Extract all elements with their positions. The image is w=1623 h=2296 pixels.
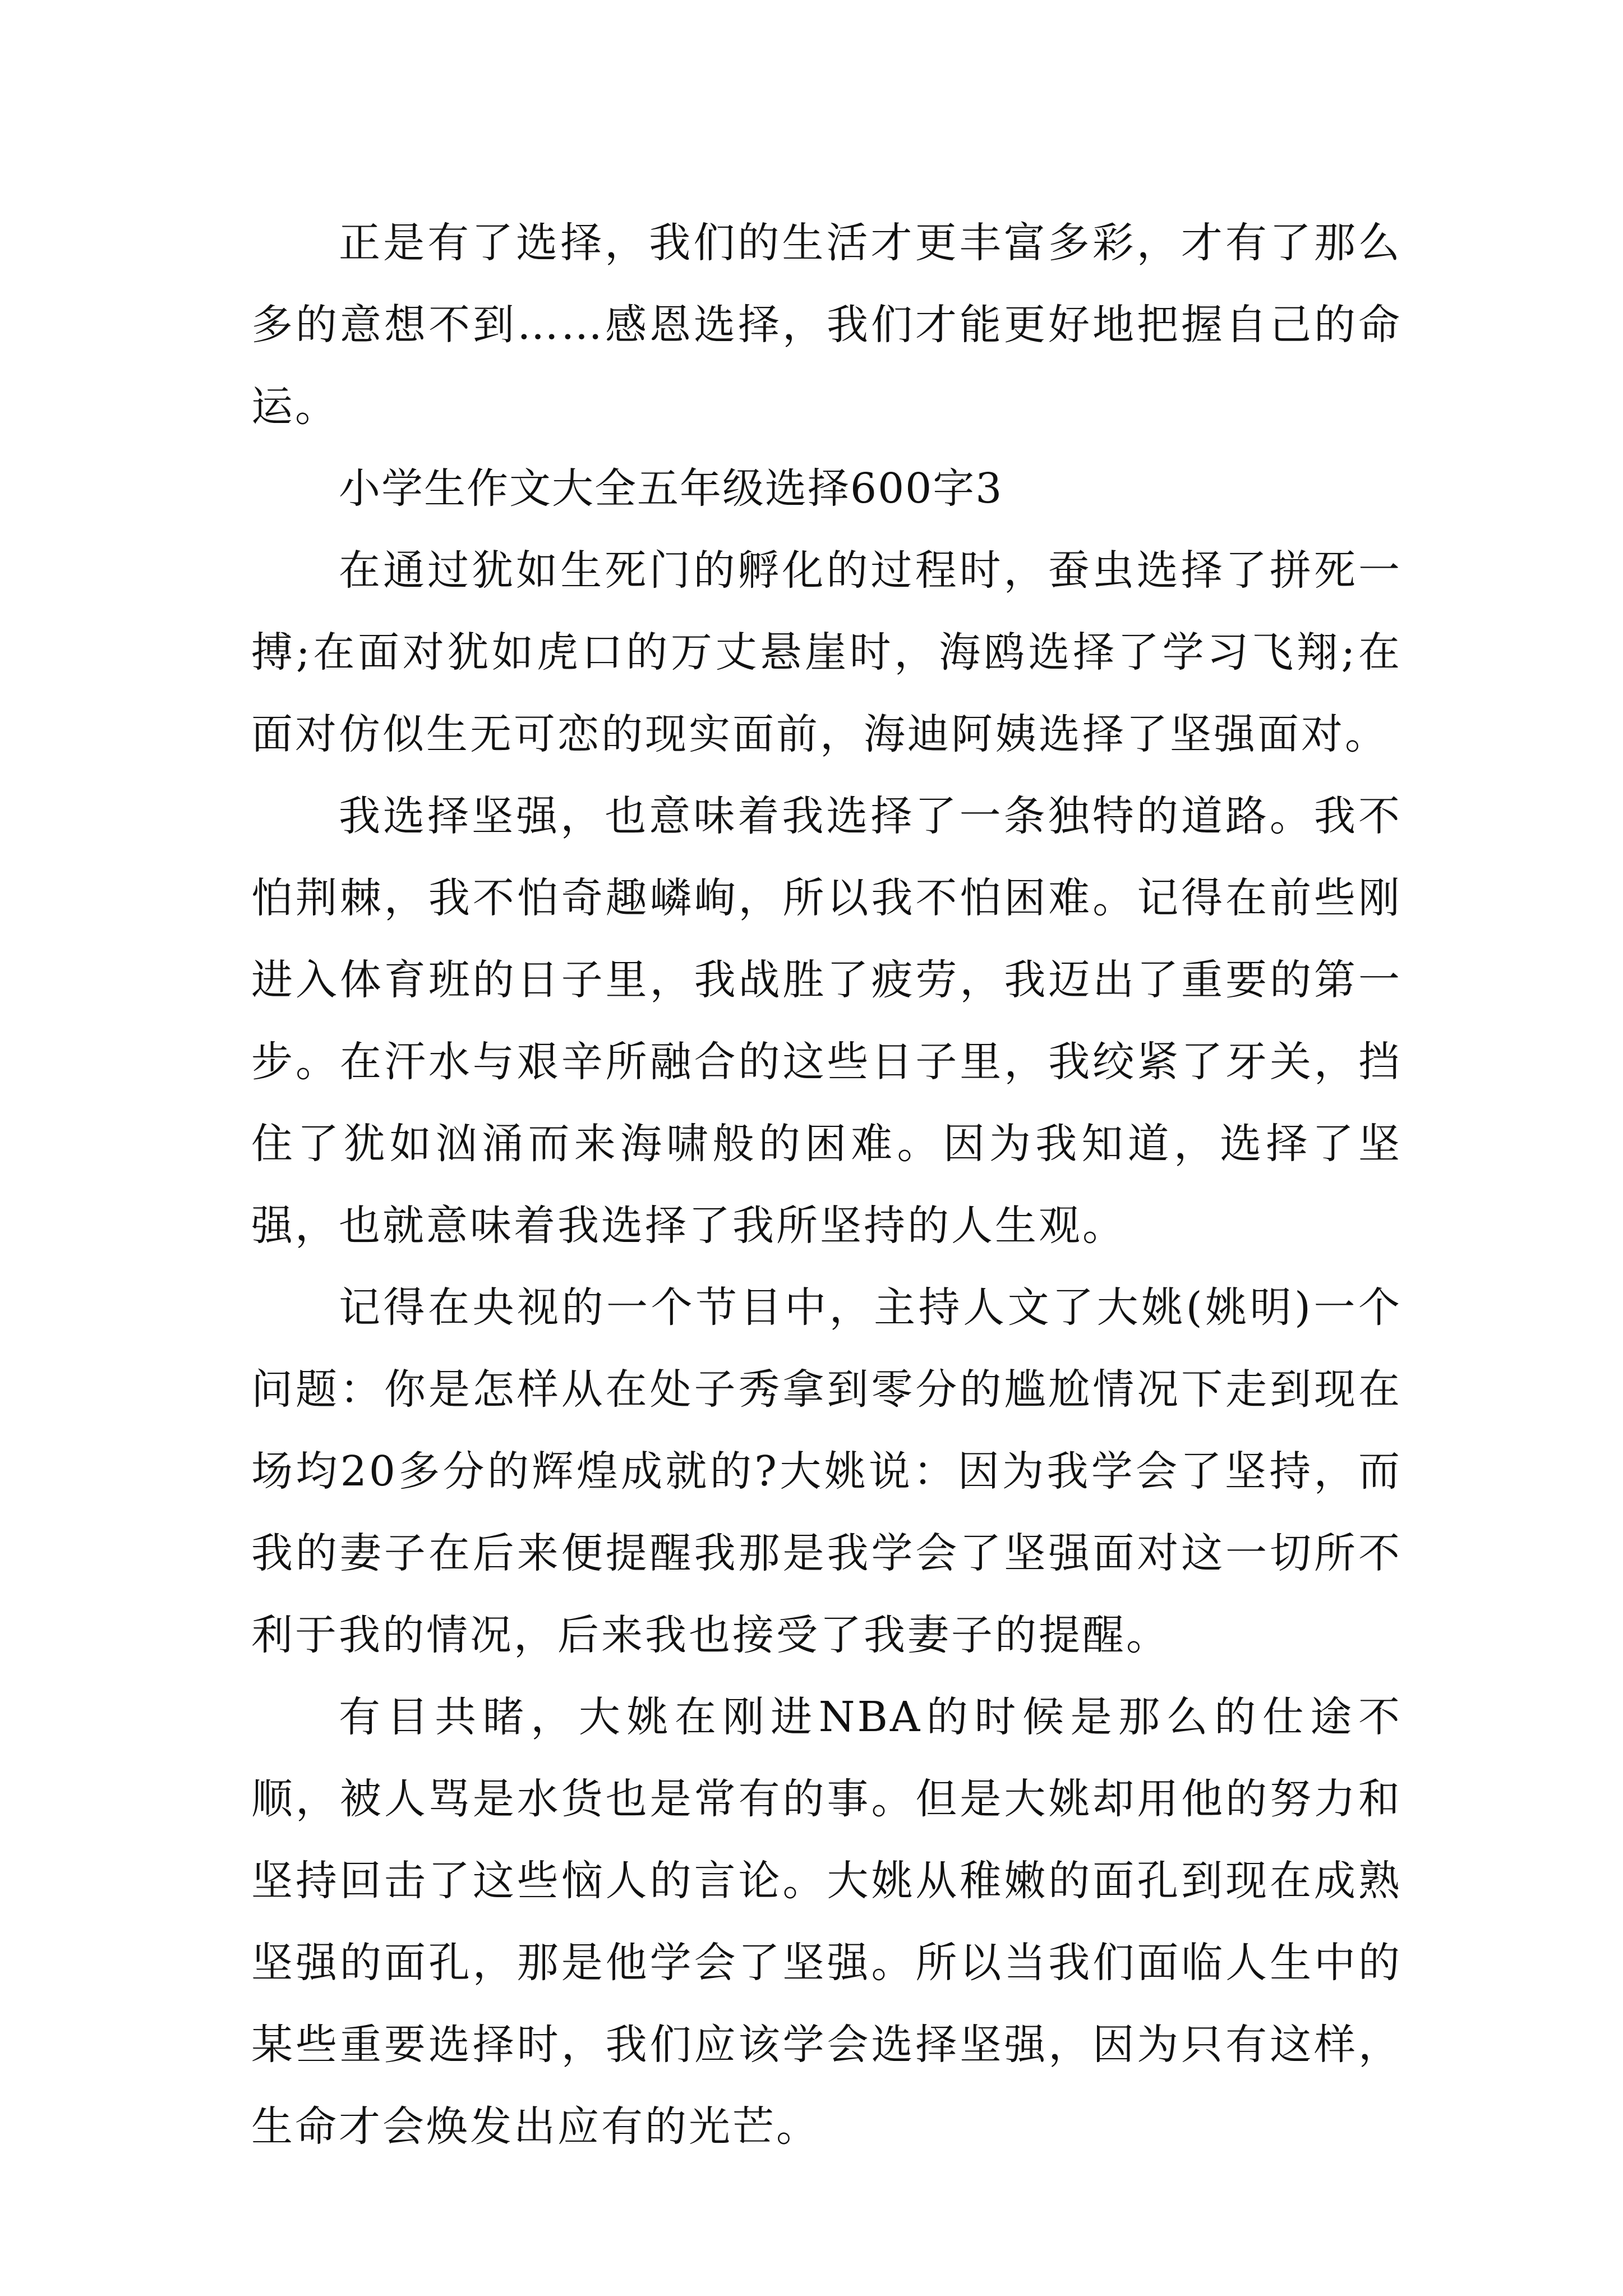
section-heading: 小学生作文大全五年级选择600字3 [339, 464, 1003, 513]
paragraph-4: 记得在央视的一个节目中，主持人文了大姚(姚明)一个问题：你是怎样从在处子秀拿到零分的尴尬情况下走到现在场均20多分的辉煌成就的?大姚说：因为我学会了坚持，而我的妻子在后来便提醒我那是我学会了坚强面对这一切所不利于我的情况，后来我也接受了我妻子的提醒。 [251, 1283, 1402, 1659]
paragraph-5: 有目共睹，大姚在刚进NBA的时候是那么的仕途不顺，被人骂是水货也是常有的事。但是大姚却用他的努力和坚持回击了这些恼人的言论。大姚从稚嫩的面孔到现在成熟坚强的面孔，那是他学会了坚强。所以当我们面临人生中的某些重要选择时，我们应该学会选择坚强，因为只有这样，生命才会焕发出应有的光芒。 [251, 1693, 1402, 2151]
document-body [251, 202, 1402, 2168]
paragraph-2: 在通过犹如生死门的孵化的过程时，蚕虫选择了拼死一搏;在面对犹如虎口的万丈悬崖时，海鸥选择了学习飞翔;在面对仿似生无可恋的现实面前，海迪阿姨选择了坚强面对。 [251, 546, 1402, 758]
paragraph-3: 我选择坚强，也意味着我选择了一条独特的道路。我不怕荆棘，我不怕奇趣嶙峋，所以我不怕困难。记得在前些刚进入体育班的日子里，我战胜了疲劳，我迈出了重要的第一步。在汗水与艰辛所融合的这些日子里，我绞紧了牙关，挡住了犹如汹涌而来海啸般的困难。因为我知道，选择了坚强，也就意味着我选择了我所坚持的人生观。 [251, 792, 1402, 1250]
paragraph-1: 正是有了选择，我们的生活才更丰富多彩，才有了那么多的意想不到……感恩选择，我们才能更好地把握自己的命运。 [251, 219, 1402, 431]
